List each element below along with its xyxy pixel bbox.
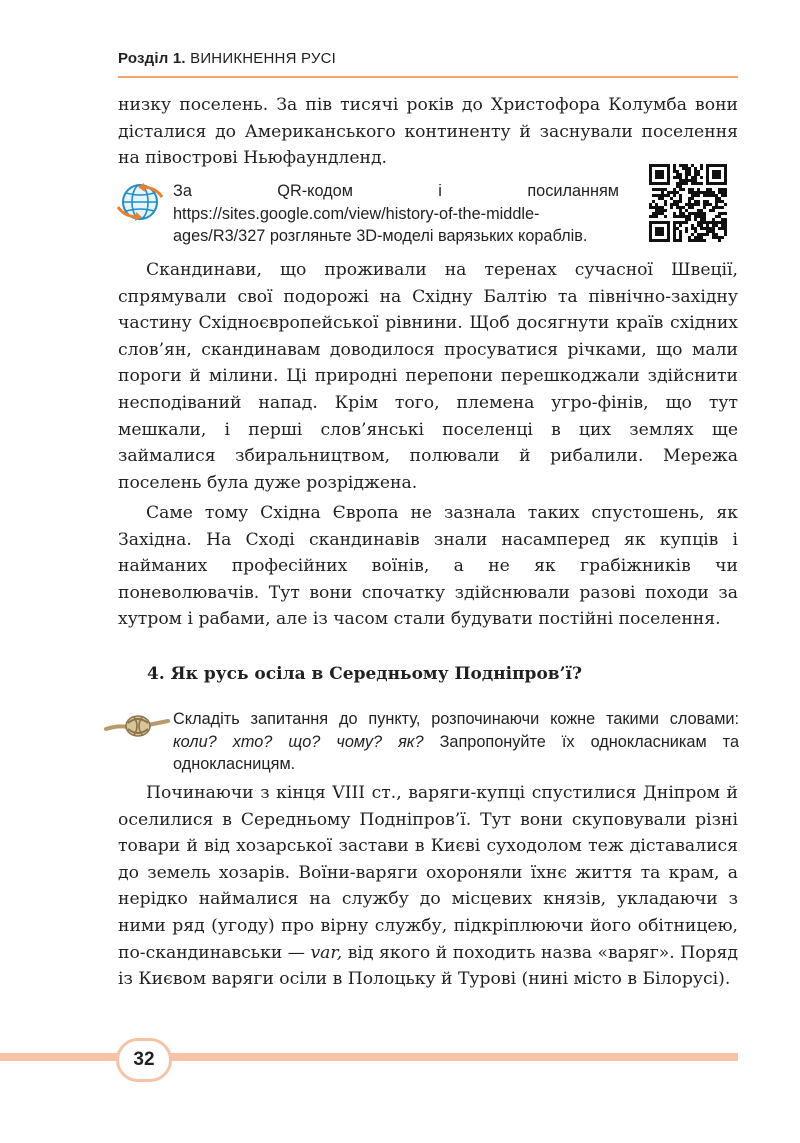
section-label: Розділ 1. [118,50,186,67]
paragraph-4-term: var, [310,942,343,963]
page-number: 32 [116,1038,172,1082]
task-callout-before: Складіть запитання до пункту, розпочинаючи кожне такими словами: [173,710,739,728]
qr-callout-text: За QR-кодом і посиланням https://sites.google.com/view/history-of-the-middle-ages/R3/327 розгляньте 3D-моделі варязьких кораблів. [173,182,619,245]
section-header [118,50,738,67]
paragraph-4-text: Починаючи з кінця VIII ст., варяги-купці спустилися Дніпром й оселилися в Середньому Подніпров’ї. Тут вони скуповували різні товари й від хозарської застави в Києві суходолом теж діставалися до земель хозарів. Воїни-варяги охороняли їхнє життя та крам, а нерідко наймалися на службу до місцевих князів, укладаючи з ними ряд (угоду) про вірну службу, підкріплюючи його обітницею, по-скандинавськи — [118,783,738,963]
section-heading: 4. Як русь осіла в Середньому Подніпров’ї? [147,664,582,684]
footer-bar [0,1053,738,1061]
qr-code-icon[interactable] [649,164,727,242]
paragraph-2: Скандинави, що проживали на теренах сучасної Швеції, спрямували свої подорожі на Східну Балтію та північно-західну частину Східноєвропейської рівнини. Щоб досягнути країв східних слов’ян, скандинавам доводилося просуватися річками, що мали пороги й мілини. Ці природні перепони перешкоджали здійснити несподіваний напад. Крім того, племена угро-фінів, що тут мешкали, і перші слов’янські поселенці в цих землях ще займалися збиральництвом, полювали й рибалили. Мережа поселень була дуже розріджена. [118,260,738,493]
paragraph-1: низку поселень. За пів тисячі років до Христофора Колумба вони дісталися до Американського континенту й заснували поселення на півострові Ньюфаундленд. [118,95,738,169]
rope-knot-icon [104,711,170,741]
task-callout-after: Запропонуйте їх однокласникам та однокласницям. [173,732,740,773]
task-callout-questions: коли? хто? що? чому? як? [173,732,424,751]
paragraph-4-text-end: від якого й походить назва «варяг». Поряд із Києвом варяги осіли в Полоцьку й Турові (нині місто в Білорусі). [118,942,738,990]
paragraph-3: Саме тому Східна Європа не зазнала таких спустошень, як Західна. На Сході скандинавів знали насамперед як купців і найманих професійних воїнів, а не як грабіжників чи поневолювачів. Тут вони спочатку здійснювали разові походи за хутром і рабами, але із часом стали будувати постійні поселення. [118,503,738,630]
header-rule [118,76,738,78]
globe-link-icon [116,180,164,224]
section-title: ВИНИКНЕННЯ РУСІ [190,50,336,67]
paragraph-4 [118,780,738,993]
task-callout-text [173,708,739,776]
